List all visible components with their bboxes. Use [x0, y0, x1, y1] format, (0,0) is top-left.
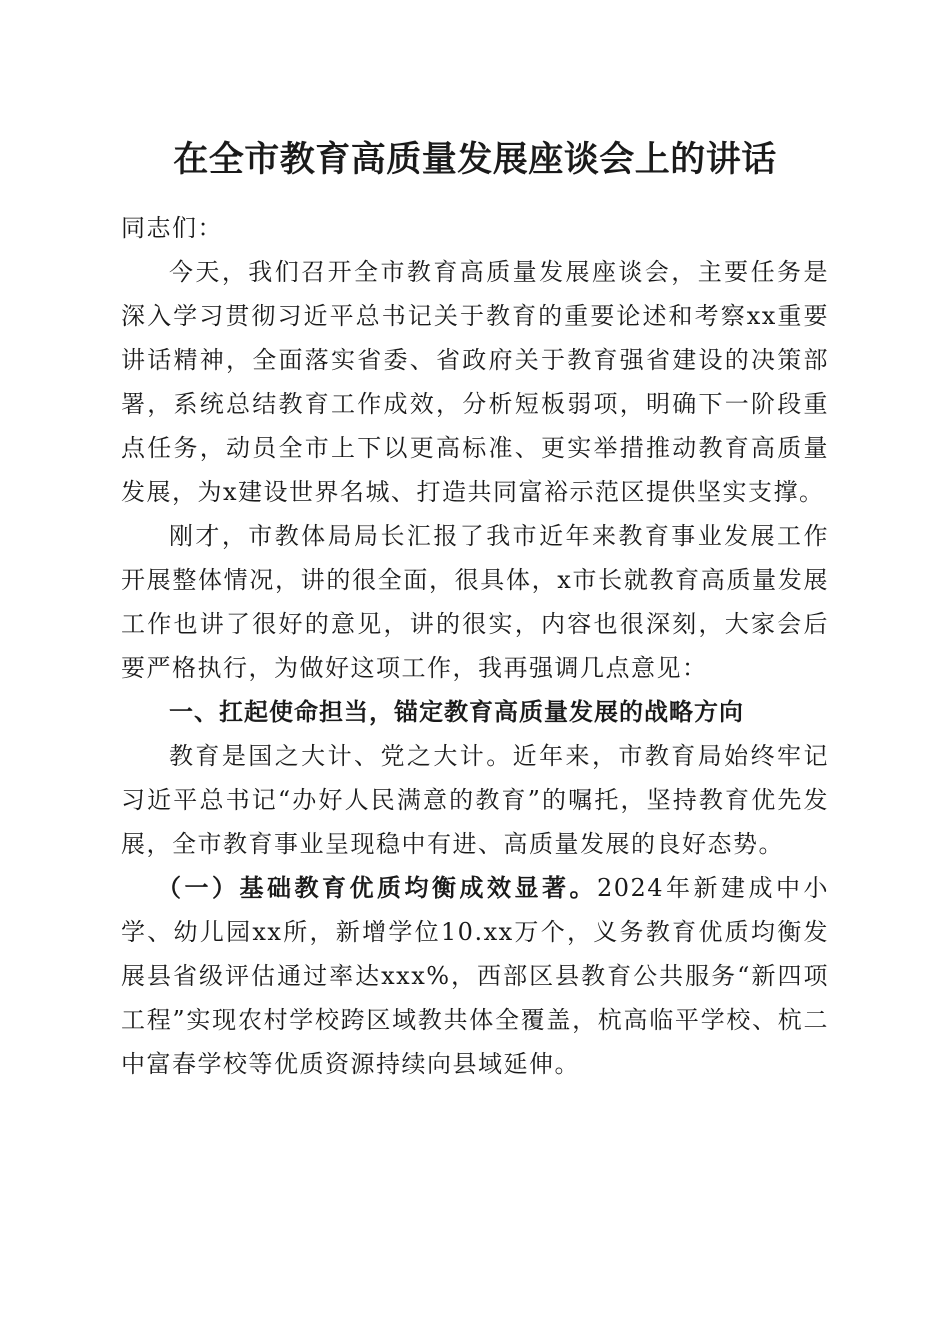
- subsection-lead: （一）基础教育优质均衡成效显著。: [157, 873, 597, 902]
- subsection-text: 2024年新建成中小学、幼儿园xx所，新增学位10.xx万个，义务教育优质均衡发展县省级评估通过率达xxx%，西部区县教育公共服务“新四项工程”实现农村学校跨区域教共体全覆盖，杭高临平学校、杭二中富春学校等优质资源持续向县域延伸。: [121, 874, 830, 1078]
- paragraph-opening: 今天，我们召开全市教育高质量发展座谈会，主要任务是深入学习贯彻习近平总书记关于教育的重要论述和考察xx重要讲话精神，全面落实省委、省政府关于教育强省建设的决策部署，系统总结教育工作成效，分析短板弱项，明确下一阶段重点任务，动员全市上下以更高标准、更实举措推动教育高质量发展，为x建设世界名城、打造共同富裕示范区提供坚实支撑。: [121, 258, 829, 506]
- section-paragraph: 教育是国之大计、党之大计。近年来，市教育局始终牢记习近平总书记“办好人民满意的教育”的嘱托，坚持教育优先发展，全市教育事业呈现稳中有进、高质量发展的良好态势。: [121, 742, 829, 858]
- document-body: [121, 206, 829, 1086]
- subsection-paragraph: [121, 866, 829, 1086]
- section-heading: 一、扛起使命担当，锚定教育高质量发展的战略方向: [169, 698, 744, 726]
- paragraph-report-summary: 刚才，市教体局局长汇报了我市近年来教育事业发展工作开展整体情况，讲的很全面，很具体，x市长就教育高质量发展工作也讲了很好的意见，讲的很实，内容也很深刻，大家会后要严格执行，为做好这项工作，我再强调几点意见：: [121, 522, 829, 682]
- document-title: 在全市教育高质量发展座谈会上的讲话: [173, 139, 777, 180]
- salutation: 同志们：: [121, 214, 223, 242]
